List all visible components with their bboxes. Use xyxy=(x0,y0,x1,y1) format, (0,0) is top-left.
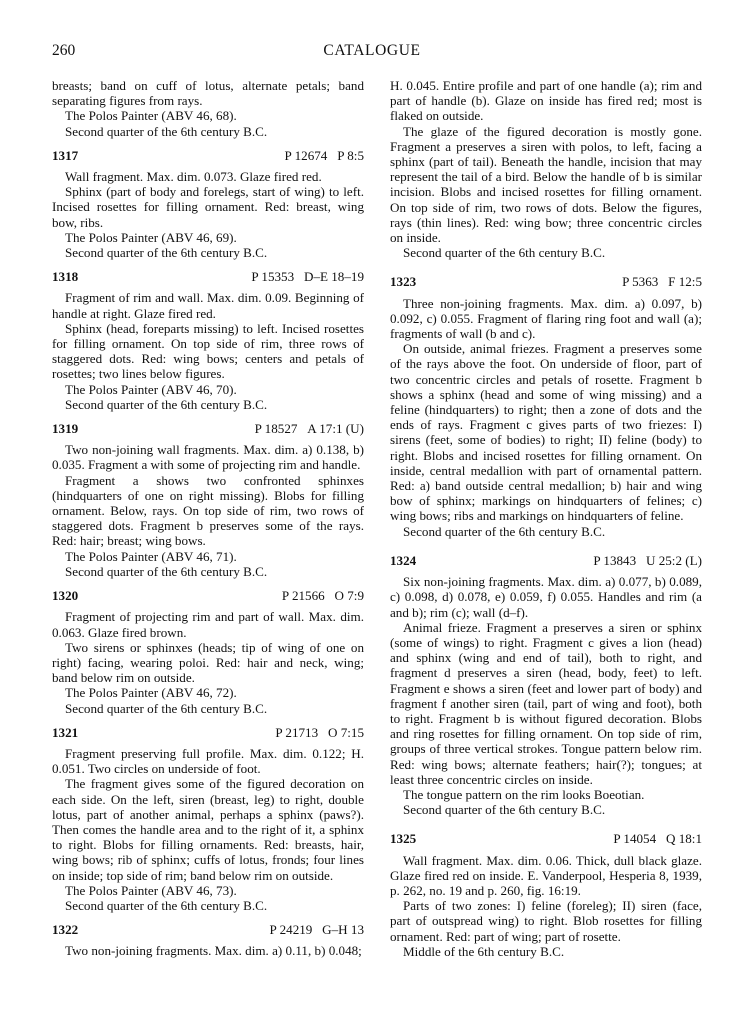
entry-heading xyxy=(52,588,364,603)
catalogue-entry-1324 xyxy=(390,553,702,817)
entry-heading xyxy=(52,148,364,163)
entry-paragraph: Fragment of projecting rim and part of wall. Max. dim. 0.063. Glaze fired brown. xyxy=(52,609,364,640)
entry-heading xyxy=(52,725,364,740)
spacer xyxy=(312,922,322,937)
entry-paragraph: The Polos Painter (ABV 46, 70). xyxy=(65,381,237,397)
deposit-location: P 8:5 xyxy=(337,147,364,163)
entry-paragraph: Second quarter of the 6th century B.C. xyxy=(65,563,268,579)
entry-number: 1325 xyxy=(390,831,417,847)
entry-paragraph: Wall fragment. Max. dim. 0.073. Glaze fired red. xyxy=(65,169,322,185)
catalogue-entry-1322 xyxy=(52,922,364,958)
continuation-paragraph: Second quarter of the 6th century B.C. xyxy=(403,245,606,261)
entry-paragraph: On outside, animal friezes. Fragment a preserves some of the rays above the foot. On underside of floor, part of two concentric circles and petals of rosette. Fragment b shows a sphinx (head and some of wing missing) and a feline (hindquarters) to right; then a zone of dots and the ends of rays. Fragment c gives parts of two friezes: I) sirens (feet, some of bodies) to right; II) feline (body) to right. Blobs and incised rosettes for filling ornament. On inside, central medallion with part of ornamental pattern. Red: a) band outside central medallion; b) hair and wing bow of sphinx; markings on hindquarters of felines; c) wing bows; ribs and markings on hindquarters of feline. xyxy=(390,341,702,524)
spacer xyxy=(658,274,668,289)
entry-paragraph: The Polos Painter (ABV 46, 72). xyxy=(65,685,237,701)
entry-paragraph: Sphinx (part of body and forelegs, start of wing) to left. Incised rosettes for filling ornament. Red: breast, wing bow, ribs. xyxy=(52,184,364,230)
entry-paragraph: Fragment a shows two confronted sphinxes (hindquarters of one on right missing). Blobs for filling ornament. Below, rays. On top side of rim, two rows of staggered dots. Fragment b preserves some of the rays. Red: hair; breast; wing bows. xyxy=(52,472,364,549)
inventory-number: P 21566 xyxy=(281,588,325,604)
spacer xyxy=(325,588,335,603)
entry-number: 1317 xyxy=(52,147,79,163)
inventory-number: P 5363 xyxy=(622,274,659,290)
entry-paragraph: Second quarter of the 6th century B.C. xyxy=(65,897,268,913)
continuation-paragraph: Second quarter of the 6th century B.C. xyxy=(65,123,268,139)
page-number: 260 xyxy=(52,42,76,59)
entry-paragraph: Parts of two zones: I) feline (foreleg); II) siren (face, part of outspread wing) to right. Blob rosettes for filling ornament. Red: part of wing; part of rosette. xyxy=(390,898,702,944)
entry-number: 1323 xyxy=(390,274,417,290)
entry-paragraph: Sphinx (head, foreparts missing) to left. Incised rosettes for filling ornament. On top side of rim, three rows of staggered dots. Red: wing bows; centers and petals of rosettes; two lines below figures. xyxy=(52,320,364,382)
entry-heading xyxy=(52,922,364,937)
entry-references xyxy=(613,831,702,846)
entry-heading xyxy=(390,274,702,289)
entry-paragraph: The Polos Painter (ABV 46, 73). xyxy=(65,882,237,898)
entry-references xyxy=(285,148,364,163)
catalogue-entry-1320 xyxy=(52,588,364,716)
spacer xyxy=(294,269,304,284)
inventory-number: P 21713 xyxy=(275,724,319,740)
entry-paragraph: Second quarter of the 6th century B.C. xyxy=(403,523,606,539)
page-header xyxy=(52,42,692,64)
spacer xyxy=(318,725,328,740)
entry-heading xyxy=(52,269,364,284)
entry-references xyxy=(282,588,364,603)
entry-references xyxy=(255,421,364,436)
entry-paragraph: Three non-joining fragments. Max. dim. a) 0.097, b) 0.092, c) 0.055. Fragment of flaring ring foot and wall (a); fragments of wall (b and c). xyxy=(390,295,702,342)
entry-references xyxy=(275,725,364,740)
entry-number: 1321 xyxy=(52,724,79,740)
deposit-location: U 25:2 (L) xyxy=(645,552,702,568)
entry-paragraph: Second quarter of the 6th century B.C. xyxy=(403,802,606,818)
spacer xyxy=(297,421,307,436)
entry-paragraph: The Polos Painter (ABV 46, 69). xyxy=(65,229,237,245)
entry-references xyxy=(622,274,702,289)
catalogue-entry-1319 xyxy=(52,421,364,579)
catalogue-entry-1325 xyxy=(390,831,702,959)
inventory-number: P 24219 xyxy=(269,922,313,938)
entry-paragraph: Second quarter of the 6th century B.C. xyxy=(65,396,268,412)
right-column xyxy=(390,78,702,959)
entry-number: 1324 xyxy=(390,552,417,568)
left-column xyxy=(52,78,364,959)
catalogue-entry-1317 xyxy=(52,148,364,260)
deposit-location: A 17:1 (U) xyxy=(307,421,364,437)
entry-number: 1318 xyxy=(52,269,79,285)
entry-paragraph: Fragment preserving full profile. Max. dim. 0.122; H. 0.051. Two circles on underside of foot. xyxy=(52,745,364,777)
inventory-number: P 18527 xyxy=(254,421,298,437)
entry-paragraph: Two sirens or sphinxes (heads; tip of wing of one on right) facing, wearing poloi. Red: hair and neck, wing; band below rim on outside. xyxy=(52,639,364,686)
deposit-location: G–H 13 xyxy=(322,922,364,938)
inventory-number: P 14054 xyxy=(613,831,657,847)
inventory-number: P 12674 xyxy=(284,147,328,163)
entry-paragraph: Middle of the 6th century B.C. xyxy=(403,943,565,959)
entry-references xyxy=(593,553,702,568)
entry-paragraph: The fragment gives some of the figured decoration on each side. On the left, siren (breast, leg) to right, double lotus, part of another animal, perhaps a sphinx (paws?). Then comes the handle area and to the right of it, a sphinx to right. Blobs for filling ornaments. Red: breasts, hair, wing bows; rib of sphinx; cuffs of lotus, fronds; four lines on inside; top side of rim; band below rim on outside. xyxy=(52,776,364,883)
spacer xyxy=(656,831,666,846)
catalogue-entry-1318 xyxy=(52,269,364,412)
entry-number: 1320 xyxy=(52,588,79,604)
deposit-location: Q 18:1 xyxy=(665,831,702,847)
entry-references xyxy=(270,922,364,937)
entry-paragraph: Six non-joining fragments. Max. dim. a) 0.077, b) 0.089, c) 0.098, d) 0.078, e) 0.059, f) 0.055. Handles and rim (a and b); rim (c); wall (d–f). xyxy=(390,574,702,620)
continuation-paragraph: The glaze of the figured decoration is mostly gone. Fragment a preserves a siren with polos, to left, facing a sphinx (part of tail). Beneath the handle, incision that may represent the tail of a bird. Below the handle of b is similar incision. Blobs and incised rosettes for filling ornament. On top side of rim, two rows of dots. Below the figures, rays (thin lines). Red: wing bow; three concentric circles on inside. xyxy=(390,123,702,246)
entry-paragraph: Second quarter of the 6th century B.C. xyxy=(65,245,268,261)
entry-paragraph: Two non-joining wall fragments. Max. dim. a) 0.138, b) 0.035. Fragment a with some of projecting rim and handle. xyxy=(52,442,364,473)
inventory-number: P 13843 xyxy=(593,552,637,568)
deposit-location: D–E 18–19 xyxy=(303,269,364,285)
entry-paragraph: Fragment of rim and wall. Max. dim. 0.09. Beginning of handle at right. Glaze fired red. xyxy=(52,290,364,321)
entry-heading xyxy=(390,831,702,846)
entry-heading xyxy=(390,553,702,568)
entry-number: 1322 xyxy=(52,922,79,938)
entry-number: 1319 xyxy=(52,421,79,437)
entry-paragraph: Second quarter of the 6th century B.C. xyxy=(65,700,268,716)
deposit-location: O 7:15 xyxy=(327,724,364,740)
spacer xyxy=(327,148,337,163)
entry-paragraph: The Polos Painter (ABV 46, 71). xyxy=(65,548,237,564)
entry-heading xyxy=(52,421,364,436)
entry-paragraph: The tongue pattern on the rim looks Boeotian. xyxy=(403,786,645,802)
spacer xyxy=(636,553,646,568)
continuation-paragraph: H. 0.045. Entire profile and part of one handle (a); rim and part of handle (b). Glaze on inside has fired red; most is flaked on outside. xyxy=(390,78,702,124)
continuation-paragraph: breasts; band on cuff of lotus, alternate petals; band separating figures from rays. xyxy=(52,78,364,109)
entry-paragraph: Animal frieze. Fragment a preserves a siren or sphinx (some of wings) to right. Fragment c gives a lion (head) and sphinx (wing and end of tail), both to right, and fragment d preserves a siren (head, body, feet) to left. Fragment e shows a siren (feet and lower part of body) and fragment f another siren (tail, part of wing and foot), both to right. Fragment b is without figured decoration. Blobs and ring rosettes for filling ornament. On top side of rim, groups of three vertical strokes. Tongue pattern below rim. Red: wing bows; alternate feathers; hair(?); tongues; at least three concentric circles on inside. xyxy=(390,619,702,787)
running-head: CATALOGUE xyxy=(323,42,421,59)
deposit-location: O 7:9 xyxy=(334,588,364,604)
entry-references xyxy=(251,269,364,284)
continuation-paragraph: The Polos Painter (ABV 46, 68). xyxy=(65,108,237,124)
inventory-number: P 15353 xyxy=(251,269,295,285)
catalogue-entry-1323 xyxy=(390,274,702,538)
entry-paragraph: Two non-joining fragments. Max. dim. a) 0.11, b) 0.048; xyxy=(65,943,362,959)
entry-paragraph: Wall fragment. Max. dim. 0.06. Thick, dull black glaze. Glaze fired red on inside. E. Vanderpool, Hesperia 8, 1939, p. 262, no. 19 and p. 260, fig. 16:19. xyxy=(390,852,702,898)
catalogue-entry-1321 xyxy=(52,725,364,913)
deposit-location: F 12:5 xyxy=(668,274,702,290)
